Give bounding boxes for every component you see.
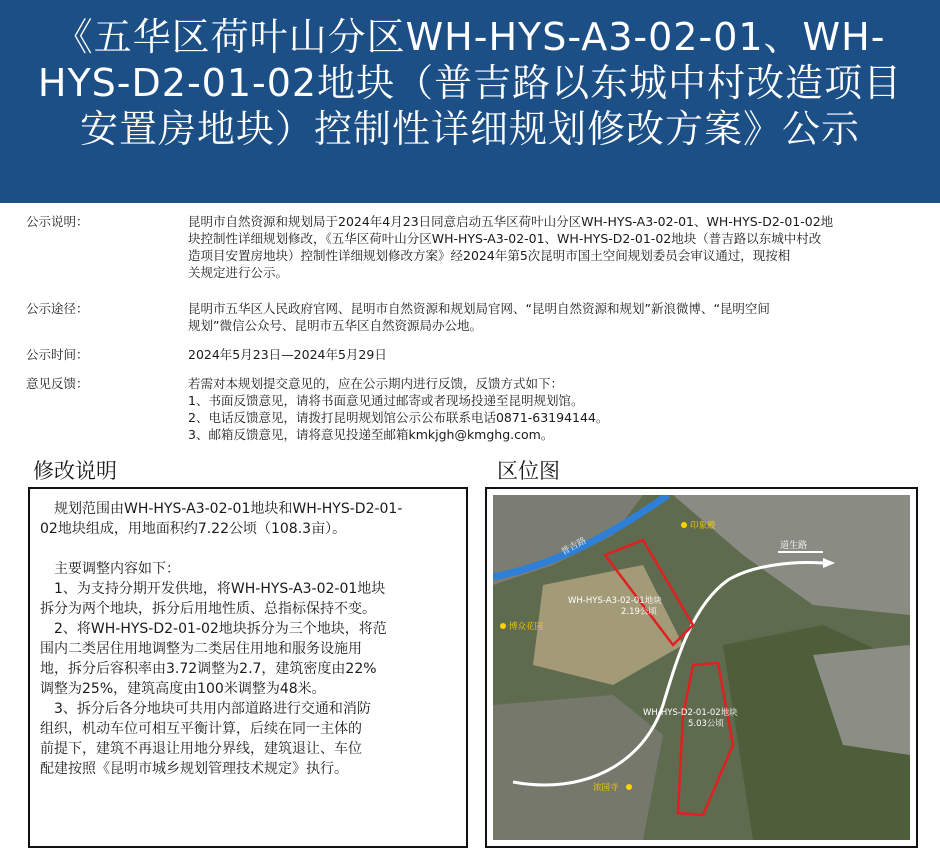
parcel-d2-label: WH-HYS-D2-01-02地块 — [643, 708, 738, 718]
notice-feedback-text — [188, 375, 916, 443]
parcel-d2-area: 5.03公顷 — [688, 719, 724, 729]
notice-period-label: 公示时间： — [26, 347, 89, 362]
location-map-frame — [485, 487, 918, 848]
text-line: 地，拆分后容积率由3.72调整为2.7，建筑密度由22% — [40, 661, 377, 677]
text-line: 昆明市自然资源和规划局于2024年4月23日同意启动五华区荷叶山分区WH-HYS-A3-02-01、WH-HYS-D2-01-02地 — [188, 214, 834, 229]
parcel-a3-label: WH-HYS-A3-02-01地块 — [568, 596, 662, 606]
text-line: 02地块组成，用地面积约7.22公顷（108.3亩）。 — [40, 521, 347, 537]
text-line: 3、拆分后各分地块可共用内部道路进行交通和消防 — [40, 701, 371, 717]
poi-marker — [500, 623, 506, 629]
location-heading: 区位图 — [497, 459, 560, 483]
text-line: 2024年5月23日—2024年5月29日 — [188, 347, 387, 362]
text-line: 围内二类居住用地调整为二类居住用地和服务设施用 — [40, 641, 362, 657]
text-line: 调整为25%，建筑高度由100米调整为48米。 — [40, 681, 326, 697]
modification-box — [28, 487, 468, 848]
text-line: 组织，机动车位可相互平衡计算，后续在同一主体的 — [40, 721, 362, 737]
text-line: 配建按照《昆明市城乡规划管理技术规定》执行。 — [40, 761, 348, 777]
title-line: 《五华区荷叶山分区WH-HYS-A3-02-01、WH- — [54, 15, 886, 59]
text-line: 2、电话反馈意见，请拨打昆明规划馆公示公布联系电话0871-63194144。 — [188, 410, 609, 425]
notice-description-label: 公示说明： — [26, 214, 89, 229]
parcel-a3-area: 2.19公顷 — [621, 607, 657, 617]
poi-label: 印象殿 — [690, 521, 716, 531]
text-line: 块控制性详细规划修改，《五华区荷叶山分区WH-HYS-A3-02-01、WH-HYS-D2-01-02地块（普吉路以东城中村改 — [188, 231, 822, 246]
text-line: 主要调整内容如下： — [40, 561, 180, 577]
title-line: HYS-D2-01-02地块（普吉路以东城中村改造项目 — [37, 61, 903, 105]
notice-description-text — [188, 213, 916, 281]
text-line: 2、将WH-HYS-D2-01-02地块拆分为三个地块，将范 — [40, 621, 387, 637]
page-title — [20, 14, 920, 152]
road-label: 普吉路 — [559, 536, 589, 558]
text-line: 规划范围由WH-HYS-A3-02-01地块和WH-HYS-D2-01- — [40, 501, 403, 517]
road2-label: 道生路 — [780, 541, 808, 551]
text-line: 造项目安置房地块）控制性详细规划修改方案》经2024年第5次昆明市国土空间规划委员会审议通过，现按相 — [188, 248, 791, 263]
notice-channels-label: 公示途径： — [26, 301, 89, 316]
map-svg — [493, 495, 910, 840]
text-line: 1、为支持分期开发供地，将WH-HYS-A3-02-01地块 — [40, 581, 386, 597]
poi-marker — [626, 784, 632, 790]
text-line: 拆分为两个地块，拆分后用地性质、总指标保持不变。 — [40, 601, 376, 617]
modification-heading: 修改说明 — [33, 459, 117, 483]
poi-marker — [681, 522, 687, 528]
header-banner — [0, 0, 940, 203]
notice-feedback-label: 意见反馈： — [26, 376, 89, 391]
text-line: 前提下，建筑不再退让用地分界线，建筑退让、车位 — [40, 741, 362, 757]
title-line: 安置房地块）控制性详细规划修改方案》公示 — [79, 107, 860, 151]
poi-label: 浓园寺 — [593, 783, 619, 793]
text-line: 规划”微信公众号、昆明市五华区自然资源局办公地。 — [188, 318, 482, 333]
notice-period-text — [188, 346, 916, 363]
satellite-map — [493, 495, 910, 840]
text-line: 1、书面反馈意见，请将书面意见通过邮寄或者现场投递至昆明规划馆。 — [188, 393, 584, 408]
text-line: 3、邮箱反馈意见，请将意见投递至邮箱kmkjgh@kmghg.com。 — [188, 427, 554, 442]
poi-label: 博众花园 — [509, 622, 544, 632]
text-line: 若需对本规划提交意见的，应在公示期内进行反馈，反馈方式如下： — [188, 376, 564, 391]
paragraph-gap — [40, 539, 456, 559]
text-line: 关规定进行公示。 — [188, 265, 289, 280]
urban-area-sw — [493, 695, 663, 840]
notice-channels-text — [188, 300, 916, 334]
text-line: 昆明市五华区人民政府官网、昆明市自然资源和规划局官网、“昆明自然资源和规划”新浪微博、“昆明空间 — [188, 301, 770, 316]
